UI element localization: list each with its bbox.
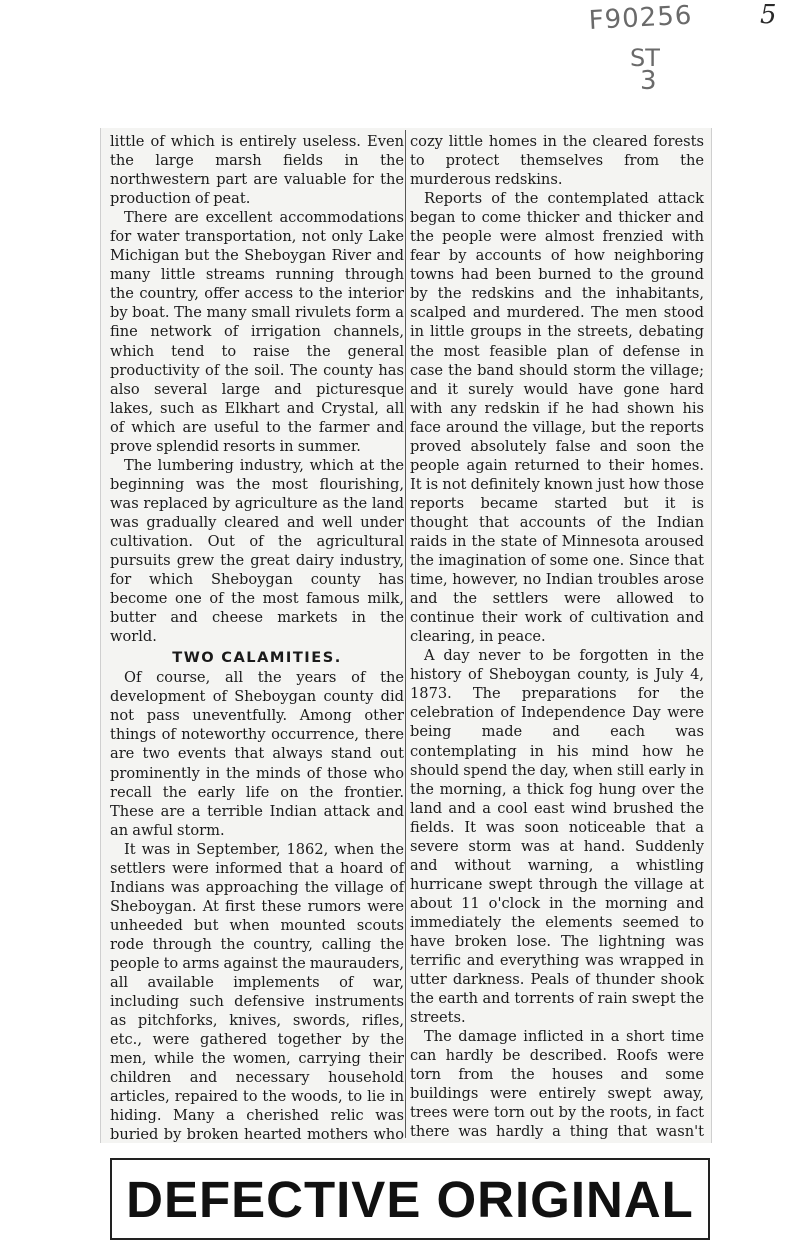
paragraph: cozy little homes in the cleared forests to protect themselves from the murderous redskins. xyxy=(410,133,704,189)
paragraph: little of which is entirely useless. Even the large marsh fields in the northwestern part are valuable for the production of peat. xyxy=(110,133,404,208)
paragraph: It was in September, 1862, when the settlers were informed that a hoard of Indians was approaching the village of Sheboygan. At first these rumors were unheeded but when mounted scouts rode through the country, calling the people to arms against the maurauders, all available implements of war, including such defensive instruments as pitchforks, knives, swords, rifles, etc., were gathered together by the men, while the women, carrying their children and necessary household articles, repaired to the woods, to lie in hiding. Many a cherished relic was buried by broken hearted mothers who xyxy=(110,840,404,1143)
clipping-right-edge xyxy=(711,128,712,1143)
right-column xyxy=(410,132,704,1143)
section-heading: TWO CALAMITIES. xyxy=(172,649,342,667)
defective-original-stamp: DEFECTIVE ORIGINAL xyxy=(110,1158,710,1240)
column-divider xyxy=(405,130,406,1138)
left-column xyxy=(110,132,404,1143)
paragraph: The damage inflicted in a short time can hardly be described. Roofs were torn from the houses and some buildings were entirely swept away, trees were torn out by the roots, in fact there was hardly a thing that wasn't xyxy=(410,1028,704,1141)
paragraph: Of course, all the years of the development of Sheboygan county did not pass uneventfully. Among other things of noteworthy occurrence, there are two events that always stand out prominently in the minds of those who recall the early life on the frontier. These are a terrible Indian attack and an awful storm. xyxy=(110,669,404,839)
clipping-left-edge xyxy=(100,128,101,1143)
page-number: 5 xyxy=(760,0,777,30)
paragraph: A day never to be forgotten in the history of Sheboygan county, is July 4, 1873. The preparations for the celebration of Independence Day were being made and each was contemplating in his mind how he should spend the day, when still early in the morning, a thick fog hung over the land and a cool east wind brushed the fields. It was soon noticeable that a severe storm was at hand. Suddenly and without warning, a whistling hurricane swept through the village at about 11 o'clock in the morning and immediately the elements seemed to have broken lose. The lightning was terrific and everything was wrapped in utter darkness. Peals of thunder shook the earth and torrents of rain swept the streets. xyxy=(410,647,704,1027)
paragraph: The lumbering industry, which at the beginning was the most flourishing, was replaced by agriculture as the land was gradually cleared and well under cultivation. Out of the agricultural pursuits grew the great dairy industry, for which Sheboygan county has become one of the most famous milk, butter and cheese markets in the world. xyxy=(110,456,404,646)
handwritten-catalog-code: F90256 xyxy=(588,0,694,36)
handwritten-number-mark: 3 xyxy=(640,66,657,96)
paragraph: Reports of the contemplated attack began to come thicker and thicker and the people were almost frenzied with fear by accounts of how neighboring towns had been burned to the ground by the redskins and the inhabitants, scalped and murdered. The men stood in little groups in the streets, debating the most feasible plan of defense in case the band should storm the village; and it surely would have gone hard with any redskin if he had shown his face around the village, but the reports proved absolutely false and soon the people again returned to their homes. It is not definitely known just how those reports became started but it is thought that accounts of the Indian raids in the state of Minnesota aroused the imagination of some one. Since that time, however, no Indian troubles arose and the settlers were allowed to continue their work of cultivation and clearing, in peace. xyxy=(410,190,704,646)
newspaper-clipping xyxy=(100,128,712,1143)
handwritten-st-mark: ST xyxy=(630,44,660,72)
paragraph: There are excellent accommodations for water transportation, not only Lake Michigan but the Sheboygan River and many little streams running through the country, offer access to the interior by boat. The many small rivulets form a fine network of irrigation channels, which tend to raise the general productivity of the soil. The county has also several large and picturesque lakes, such as Elkhart and Crystal, all of which are useful to the farmer and prove splendid resorts in summer. xyxy=(110,209,404,455)
